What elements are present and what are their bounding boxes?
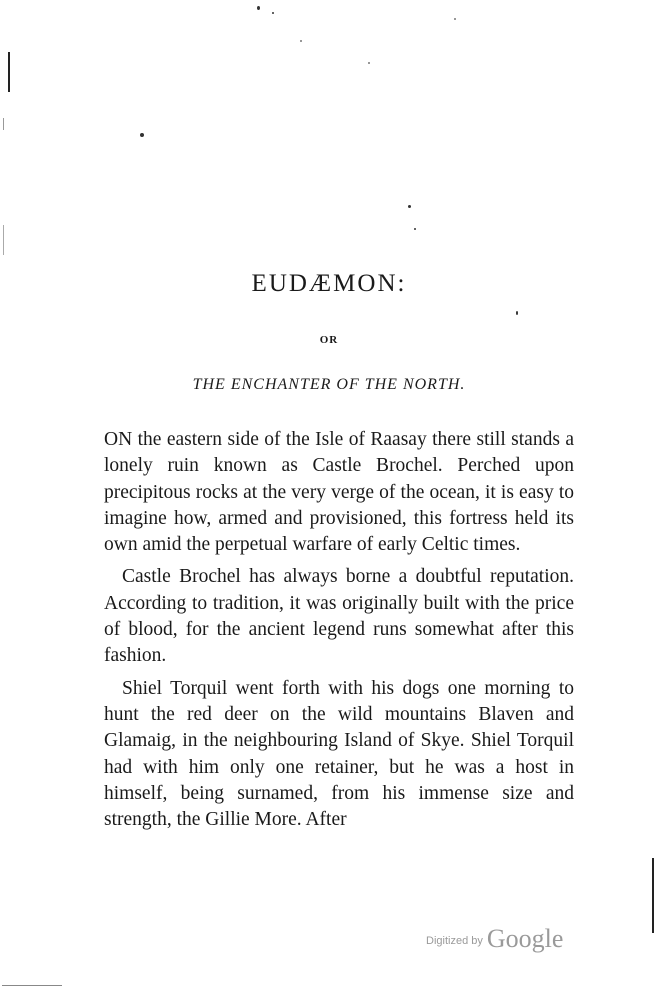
scan-edge-mark — [8, 52, 10, 92]
chapter-title: EUDÆMON: — [251, 270, 407, 297]
dust-speck — [368, 62, 370, 64]
dust-speck — [454, 18, 456, 20]
paragraph: Shiel Torquil went forth with his dogs one morning to hunt the red deer on the wild mountains Blaven and Glamaig, in the neighbouring Island of Skye. Shiel Torquil had with him only one retainer, but he was a host in himself, being surnamed, from his immense size and strength, the Gillie More. After — [104, 677, 574, 831]
scan-edge-mark — [2, 985, 62, 986]
dust-speck — [272, 12, 274, 14]
dust-speck — [257, 6, 260, 10]
dust-speck — [140, 133, 144, 137]
paragraph: ON the eastern side of the Isle of Raasay there still stands a lonely ruin known as Castle Brochel. Perched upon precipitous rocks at the very verge of the ocean, it is easy to imagine how, armed and provisioned, this fortress held its own amid the perpetual warfare of early Celtic times. — [104, 429, 574, 556]
body-text — [104, 427, 574, 833]
scan-edge-mark — [652, 858, 654, 933]
dust-speck — [300, 40, 302, 42]
dust-speck — [414, 228, 416, 230]
dust-speck — [516, 311, 518, 315]
dust-speck — [408, 205, 411, 208]
scan-edge-mark — [3, 225, 4, 255]
chapter-subtitle: THE ENCHANTER OF THE NORTH. — [192, 376, 466, 393]
google-logo: Google — [486, 924, 564, 953]
or-connector: OR — [319, 334, 339, 346]
digitization-stamp — [426, 924, 563, 954]
paragraph: Castle Brochel has always borne a doubtful reputation. According to tradition, it was originally built with the price of blood, for the ancient legend runs somewhat after this fashion. — [104, 566, 574, 667]
scan-edge-mark — [3, 118, 4, 130]
digitized-label: Digitized by — [426, 935, 483, 947]
